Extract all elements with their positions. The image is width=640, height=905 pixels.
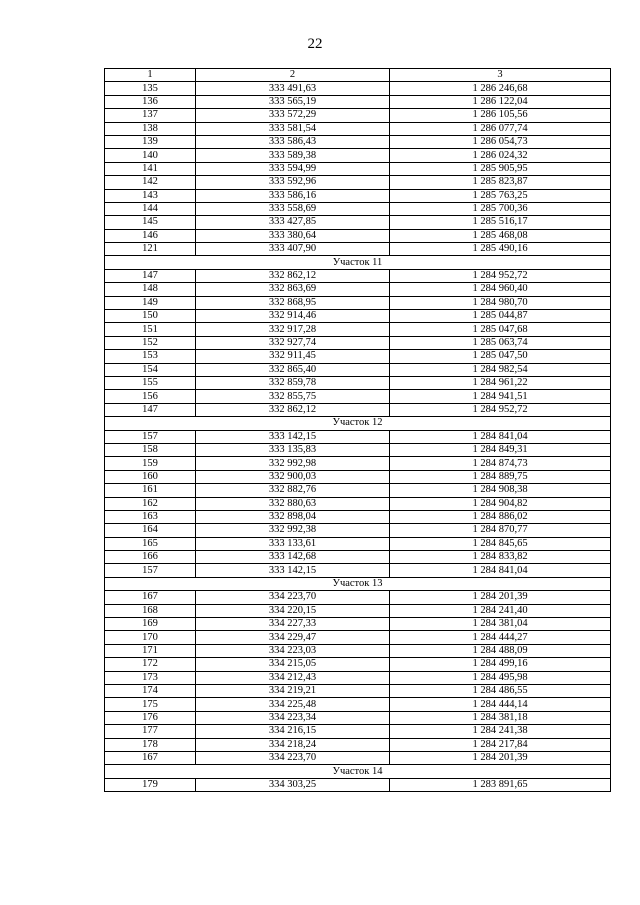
cell-point-number: 167 xyxy=(105,751,196,764)
cell-point-number: 173 xyxy=(105,671,196,684)
cell-x-coordinate: 333 586,16 xyxy=(196,189,390,202)
table-body xyxy=(105,82,611,792)
cell-x-coordinate: 332 900,03 xyxy=(196,470,390,483)
table-row xyxy=(105,551,611,564)
table-row xyxy=(105,470,611,483)
table-row xyxy=(105,350,611,363)
cell-x-coordinate: 334 218,24 xyxy=(196,738,390,751)
cell-point-number: 177 xyxy=(105,725,196,738)
table-row xyxy=(105,591,611,604)
table-row xyxy=(105,95,611,108)
table-row xyxy=(105,671,611,684)
cell-y-coordinate: 1 284 217,84 xyxy=(390,738,611,751)
cell-point-number: 175 xyxy=(105,698,196,711)
cell-point-number: 172 xyxy=(105,658,196,671)
cell-y-coordinate: 1 284 874,73 xyxy=(390,457,611,470)
cell-x-coordinate: 333 586,43 xyxy=(196,135,390,148)
cell-x-coordinate: 333 589,38 xyxy=(196,149,390,162)
cell-point-number: 149 xyxy=(105,296,196,309)
cell-point-number: 153 xyxy=(105,350,196,363)
cell-y-coordinate: 1 284 904,82 xyxy=(390,497,611,510)
cell-point-number: 141 xyxy=(105,162,196,175)
page-number: 22 xyxy=(307,36,323,52)
cell-point-number: 136 xyxy=(105,95,196,108)
cell-point-number: 138 xyxy=(105,122,196,135)
cell-x-coordinate: 334 223,03 xyxy=(196,644,390,657)
cell-point-number: 168 xyxy=(105,604,196,617)
table-row xyxy=(105,684,611,697)
table-row xyxy=(105,778,611,791)
cell-x-coordinate: 334 212,43 xyxy=(196,671,390,684)
table-row xyxy=(105,618,611,631)
cell-x-coordinate: 333 565,19 xyxy=(196,95,390,108)
cell-y-coordinate: 1 284 908,38 xyxy=(390,484,611,497)
cell-point-number: 147 xyxy=(105,269,196,282)
cell-x-coordinate: 332 917,28 xyxy=(196,323,390,336)
table-row xyxy=(105,457,611,470)
cell-y-coordinate: 1 286 077,74 xyxy=(390,122,611,135)
cell-x-coordinate: 334 215,05 xyxy=(196,658,390,671)
cell-y-coordinate: 1 283 891,65 xyxy=(390,778,611,791)
cell-x-coordinate: 334 223,70 xyxy=(196,751,390,764)
cell-y-coordinate: 1 284 982,54 xyxy=(390,363,611,376)
table-row xyxy=(105,202,611,215)
table-row xyxy=(105,189,611,202)
cell-x-coordinate: 332 880,63 xyxy=(196,497,390,510)
coordinates-table xyxy=(104,68,611,792)
cell-point-number: 158 xyxy=(105,443,196,456)
section-title: Участок 13 xyxy=(105,577,611,590)
cell-x-coordinate: 334 303,25 xyxy=(196,778,390,791)
cell-y-coordinate: 1 284 495,98 xyxy=(390,671,611,684)
cell-point-number: 137 xyxy=(105,109,196,122)
cell-x-coordinate: 333 407,90 xyxy=(196,243,390,256)
cell-point-number: 157 xyxy=(105,430,196,443)
table-row xyxy=(105,631,611,644)
table-row xyxy=(105,443,611,456)
cell-y-coordinate: 1 284 499,16 xyxy=(390,658,611,671)
cell-point-number: 121 xyxy=(105,243,196,256)
cell-point-number: 176 xyxy=(105,711,196,724)
table-row xyxy=(105,149,611,162)
table-row xyxy=(105,604,611,617)
cell-x-coordinate: 334 223,70 xyxy=(196,591,390,604)
cell-x-coordinate: 333 594,99 xyxy=(196,162,390,175)
table-row xyxy=(105,336,611,349)
cell-point-number: 161 xyxy=(105,484,196,497)
cell-y-coordinate: 1 284 841,04 xyxy=(390,430,611,443)
cell-x-coordinate: 333 142,68 xyxy=(196,551,390,564)
cell-y-coordinate: 1 284 886,02 xyxy=(390,510,611,523)
cell-y-coordinate: 1 284 241,40 xyxy=(390,604,611,617)
table-row xyxy=(105,497,611,510)
cell-x-coordinate: 332 927,74 xyxy=(196,336,390,349)
cell-x-coordinate: 332 992,38 xyxy=(196,524,390,537)
table-row xyxy=(105,122,611,135)
header-cell-point-number: 1 xyxy=(105,69,196,82)
table-row xyxy=(105,296,611,309)
table-row xyxy=(105,82,611,95)
cell-point-number: 164 xyxy=(105,524,196,537)
cell-y-coordinate: 1 284 841,04 xyxy=(390,564,611,577)
cell-x-coordinate: 332 855,75 xyxy=(196,390,390,403)
table-row xyxy=(105,524,611,537)
cell-y-coordinate: 1 284 381,18 xyxy=(390,711,611,724)
cell-point-number: 143 xyxy=(105,189,196,202)
cell-y-coordinate: 1 284 241,38 xyxy=(390,725,611,738)
table-row xyxy=(105,725,611,738)
table-row xyxy=(105,658,611,671)
cell-point-number: 159 xyxy=(105,457,196,470)
cell-point-number: 160 xyxy=(105,470,196,483)
cell-x-coordinate: 334 220,15 xyxy=(196,604,390,617)
cell-y-coordinate: 1 284 444,27 xyxy=(390,631,611,644)
cell-point-number: 152 xyxy=(105,336,196,349)
table-row xyxy=(105,510,611,523)
cell-y-coordinate: 1 284 961,22 xyxy=(390,376,611,389)
cell-y-coordinate: 1 285 063,74 xyxy=(390,336,611,349)
table-row xyxy=(105,751,611,764)
cell-x-coordinate: 334 227,33 xyxy=(196,618,390,631)
cell-x-coordinate: 333 142,15 xyxy=(196,564,390,577)
cell-x-coordinate: 333 142,15 xyxy=(196,430,390,443)
cell-y-coordinate: 1 285 468,08 xyxy=(390,229,611,242)
section-title: Участок 11 xyxy=(105,256,611,269)
table-row xyxy=(105,403,611,416)
table-row xyxy=(105,537,611,550)
cell-point-number: 156 xyxy=(105,390,196,403)
cell-x-coordinate: 333 135,83 xyxy=(196,443,390,456)
table-row xyxy=(105,390,611,403)
table-row xyxy=(105,323,611,336)
cell-x-coordinate: 334 216,15 xyxy=(196,725,390,738)
section-header-row xyxy=(105,765,611,778)
section-title: Участок 12 xyxy=(105,417,611,430)
cell-x-coordinate: 332 859,78 xyxy=(196,376,390,389)
cell-point-number: 171 xyxy=(105,644,196,657)
cell-x-coordinate: 334 229,47 xyxy=(196,631,390,644)
table-row xyxy=(105,738,611,751)
cell-x-coordinate: 332 882,76 xyxy=(196,484,390,497)
section-header-row xyxy=(105,417,611,430)
cell-x-coordinate: 332 862,12 xyxy=(196,403,390,416)
cell-y-coordinate: 1 284 980,70 xyxy=(390,296,611,309)
cell-y-coordinate: 1 285 905,95 xyxy=(390,162,611,175)
cell-point-number: 148 xyxy=(105,283,196,296)
cell-x-coordinate: 332 898,04 xyxy=(196,510,390,523)
cell-y-coordinate: 1 284 486,55 xyxy=(390,684,611,697)
cell-x-coordinate: 333 491,63 xyxy=(196,82,390,95)
cell-x-coordinate: 332 862,12 xyxy=(196,269,390,282)
header-cell-x: 2 xyxy=(196,69,390,82)
cell-y-coordinate: 1 285 700,36 xyxy=(390,202,611,215)
cell-y-coordinate: 1 284 201,39 xyxy=(390,751,611,764)
cell-x-coordinate: 333 572,29 xyxy=(196,109,390,122)
table-row xyxy=(105,176,611,189)
table-row xyxy=(105,283,611,296)
table-row xyxy=(105,430,611,443)
table-row xyxy=(105,229,611,242)
table-row xyxy=(105,644,611,657)
cell-point-number: 178 xyxy=(105,738,196,751)
cell-point-number: 146 xyxy=(105,229,196,242)
cell-x-coordinate: 333 133,61 xyxy=(196,537,390,550)
cell-point-number: 165 xyxy=(105,537,196,550)
cell-point-number: 157 xyxy=(105,564,196,577)
table-row xyxy=(105,363,611,376)
cell-point-number: 142 xyxy=(105,176,196,189)
cell-x-coordinate: 334 219,21 xyxy=(196,684,390,697)
table-row xyxy=(105,376,611,389)
cell-y-coordinate: 1 285 044,87 xyxy=(390,310,611,323)
table-row xyxy=(105,698,611,711)
table-row xyxy=(105,310,611,323)
cell-y-coordinate: 1 284 870,77 xyxy=(390,524,611,537)
cell-point-number: 166 xyxy=(105,551,196,564)
cell-y-coordinate: 1 285 763,25 xyxy=(390,189,611,202)
cell-point-number: 140 xyxy=(105,149,196,162)
cell-y-coordinate: 1 285 490,16 xyxy=(390,243,611,256)
cell-y-coordinate: 1 284 845,65 xyxy=(390,537,611,550)
cell-y-coordinate: 1 286 105,56 xyxy=(390,109,611,122)
cell-y-coordinate: 1 284 833,82 xyxy=(390,551,611,564)
cell-point-number: 179 xyxy=(105,778,196,791)
cell-x-coordinate: 333 592,96 xyxy=(196,176,390,189)
cell-x-coordinate: 333 581,54 xyxy=(196,122,390,135)
cell-y-coordinate: 1 284 488,09 xyxy=(390,644,611,657)
cell-y-coordinate: 1 284 849,31 xyxy=(390,443,611,456)
cell-y-coordinate: 1 285 516,17 xyxy=(390,216,611,229)
cell-y-coordinate: 1 286 024,32 xyxy=(390,149,611,162)
table-row xyxy=(105,243,611,256)
cell-y-coordinate: 1 285 047,50 xyxy=(390,350,611,363)
cell-x-coordinate: 334 223,34 xyxy=(196,711,390,724)
cell-x-coordinate: 332 911,45 xyxy=(196,350,390,363)
cell-y-coordinate: 1 284 444,14 xyxy=(390,698,611,711)
cell-point-number: 174 xyxy=(105,684,196,697)
cell-y-coordinate: 1 284 952,72 xyxy=(390,403,611,416)
table-row xyxy=(105,162,611,175)
cell-y-coordinate: 1 285 823,87 xyxy=(390,176,611,189)
cell-x-coordinate: 332 914,46 xyxy=(196,310,390,323)
cell-x-coordinate: 333 427,85 xyxy=(196,216,390,229)
table-row xyxy=(105,135,611,148)
cell-point-number: 139 xyxy=(105,135,196,148)
cell-y-coordinate: 1 284 952,72 xyxy=(390,269,611,282)
cell-point-number: 170 xyxy=(105,631,196,644)
cell-point-number: 150 xyxy=(105,310,196,323)
cell-point-number: 135 xyxy=(105,82,196,95)
cell-y-coordinate: 1 285 047,68 xyxy=(390,323,611,336)
cell-x-coordinate: 332 868,95 xyxy=(196,296,390,309)
cell-x-coordinate: 332 865,40 xyxy=(196,363,390,376)
cell-point-number: 154 xyxy=(105,363,196,376)
cell-point-number: 145 xyxy=(105,216,196,229)
table-row xyxy=(105,216,611,229)
cell-x-coordinate: 332 992,98 xyxy=(196,457,390,470)
cell-y-coordinate: 1 286 122,04 xyxy=(390,95,611,108)
cell-x-coordinate: 333 558,69 xyxy=(196,202,390,215)
cell-point-number: 167 xyxy=(105,591,196,604)
cell-point-number: 144 xyxy=(105,202,196,215)
cell-point-number: 162 xyxy=(105,497,196,510)
section-header-row xyxy=(105,577,611,590)
header-cell-y: 3 xyxy=(390,69,611,82)
cell-y-coordinate: 1 284 889,75 xyxy=(390,470,611,483)
cell-y-coordinate: 1 286 246,68 xyxy=(390,82,611,95)
section-header-row xyxy=(105,256,611,269)
section-title: Участок 14 xyxy=(105,765,611,778)
table-row xyxy=(105,711,611,724)
table-row xyxy=(105,564,611,577)
cell-x-coordinate: 332 863,69 xyxy=(196,283,390,296)
table-row xyxy=(105,484,611,497)
cell-point-number: 163 xyxy=(105,510,196,523)
cell-y-coordinate: 1 284 960,40 xyxy=(390,283,611,296)
table-header-row xyxy=(105,69,611,82)
cell-y-coordinate: 1 284 381,04 xyxy=(390,618,611,631)
cell-x-coordinate: 333 380,64 xyxy=(196,229,390,242)
cell-y-coordinate: 1 284 201,39 xyxy=(390,591,611,604)
table-row xyxy=(105,109,611,122)
cell-point-number: 151 xyxy=(105,323,196,336)
table-row xyxy=(105,269,611,282)
cell-y-coordinate: 1 286 054,73 xyxy=(390,135,611,148)
cell-y-coordinate: 1 284 941,51 xyxy=(390,390,611,403)
cell-point-number: 169 xyxy=(105,618,196,631)
cell-point-number: 155 xyxy=(105,376,196,389)
cell-x-coordinate: 334 225,48 xyxy=(196,698,390,711)
cell-point-number: 147 xyxy=(105,403,196,416)
